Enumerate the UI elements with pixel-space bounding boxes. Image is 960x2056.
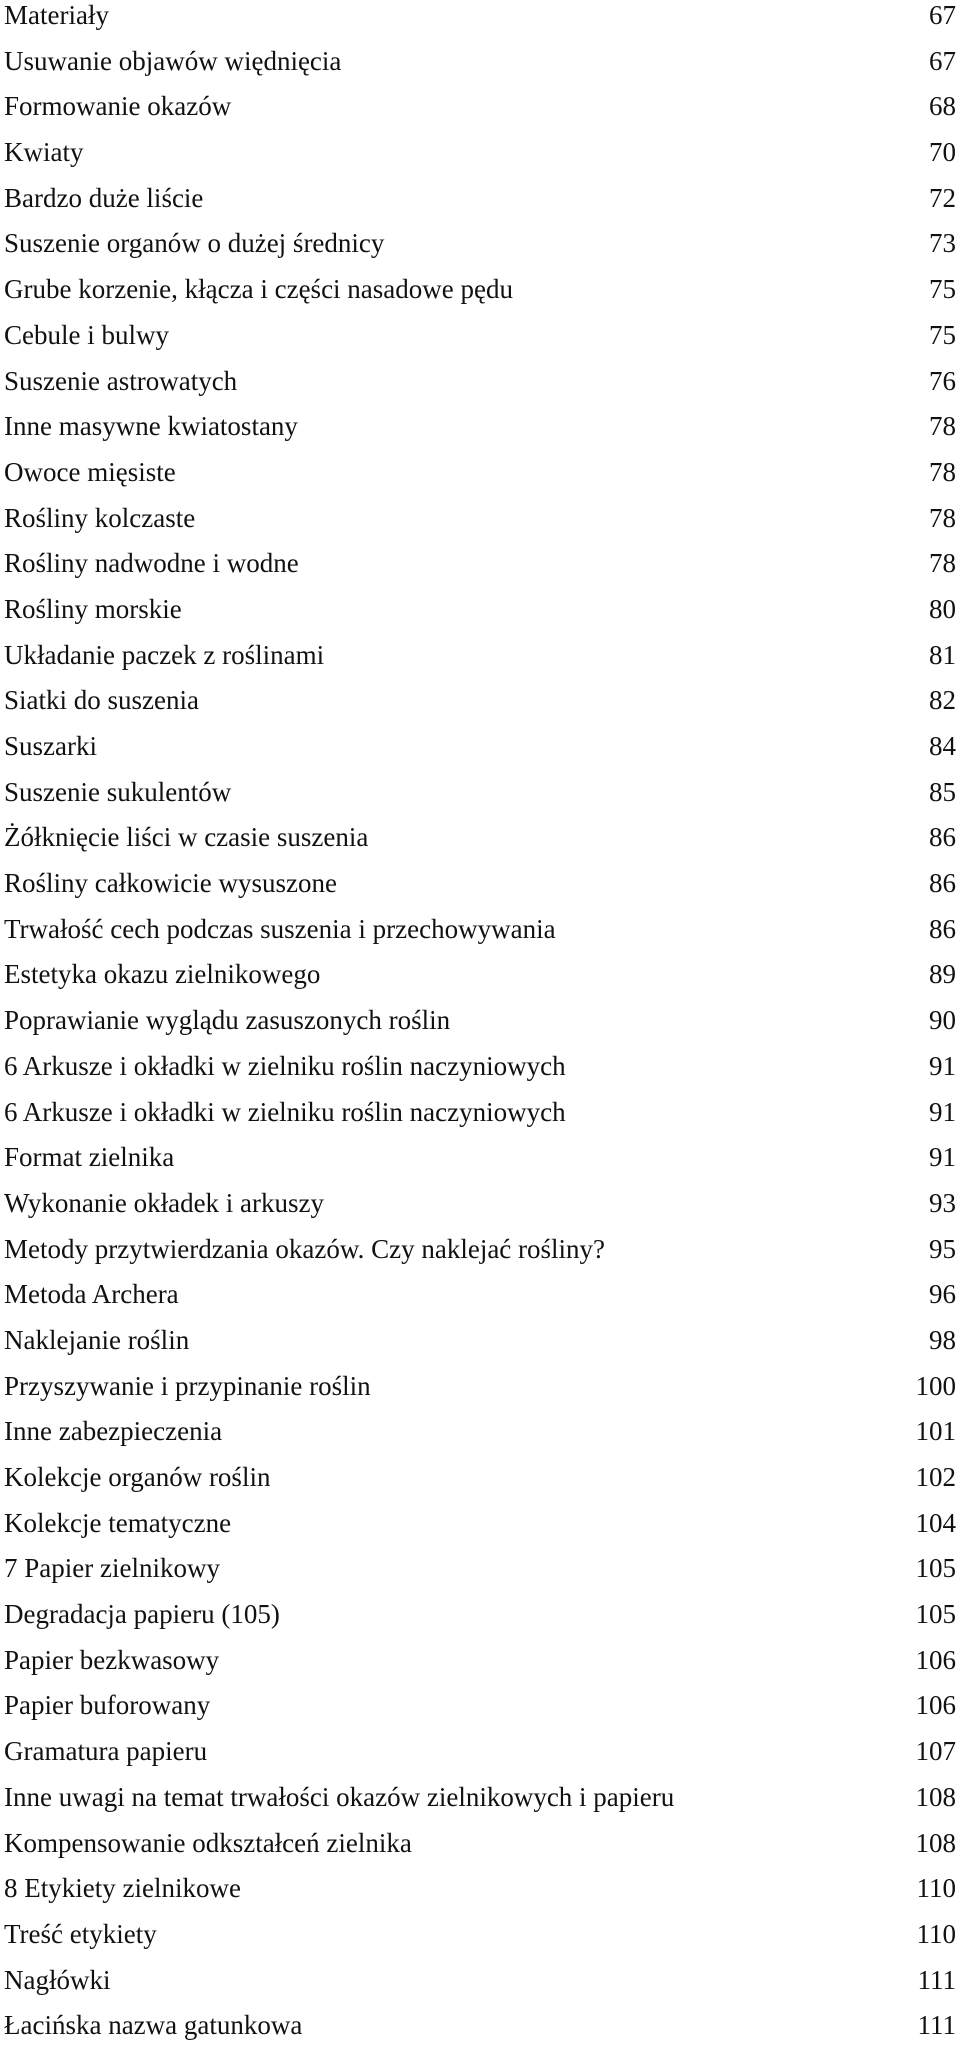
toc-entry-title: Inne masywne kwiatostany [4, 411, 298, 442]
toc-entry-page: 80 [929, 593, 956, 624]
toc-entry [0, 2010, 960, 2056]
toc-entry-title: Metody przytwierdzania okazów. Czy naklejać rośliny? [4, 1233, 606, 1264]
toc-entry-page: 86 [929, 822, 956, 853]
toc-entry-title: Kompensowanie odkształceń zielnika [4, 1827, 412, 1858]
toc-entry [0, 868, 960, 914]
toc-entry [0, 1416, 960, 1462]
toc-entry-title: Metoda Archera [4, 1279, 179, 1310]
toc-entry-title: Wykonanie okładek i arkuszy [4, 1187, 325, 1218]
toc-entry-page: 70 [929, 137, 956, 168]
toc-entry-title: 6 Arkusze i okładki w zielniku roślin naczyniowych [4, 1050, 566, 1081]
toc-entry-title: Inne zabezpieczenia [4, 1416, 223, 1447]
toc-entry-page: 104 [915, 1507, 956, 1538]
toc-entry [0, 320, 960, 366]
toc-entry-title: Suszenie organów o dużej średnicy [4, 228, 385, 259]
toc-entry-page: 67 [929, 45, 956, 76]
toc-entry-page: 86 [929, 913, 956, 944]
toc-entry-title: Suszenie sukulentów [4, 776, 232, 807]
toc-entry-title: Układanie paczek z roślinami [4, 639, 325, 670]
toc-entry [0, 1097, 960, 1143]
toc-entry-page: 73 [929, 228, 956, 259]
toc-entry-page: 111 [917, 2010, 956, 2041]
toc-entry [0, 1051, 960, 1097]
toc-entry [0, 1873, 960, 1919]
toc-entry-page: 101 [915, 1416, 956, 1447]
toc-entry-page: 98 [929, 1324, 956, 1355]
toc-entry-page: 90 [929, 1005, 956, 1036]
toc-entry-title: Rośliny kolczaste [4, 502, 196, 533]
toc-entry [0, 640, 960, 686]
toc-entry-title: Trwałość cech podczas suszenia i przechowywania [4, 913, 556, 944]
toc-entry-page: 105 [915, 1599, 956, 1630]
toc-entry-title: Gramatura papieru [4, 1736, 208, 1767]
toc-entry [0, 91, 960, 137]
toc-entry-page: 106 [915, 1644, 956, 1675]
toc-entry-page: 110 [916, 1918, 956, 1949]
toc-entry [0, 777, 960, 823]
toc-entry-title: Degradacja papieru (105) [4, 1599, 280, 1630]
toc-entry-title: Naklejanie roślin [4, 1324, 190, 1355]
toc-entry-title: Kolekcje tematyczne [4, 1507, 232, 1538]
toc-entry [0, 1965, 960, 2011]
toc-entry-title: Cebule i bulwy [4, 319, 169, 350]
toc-entry [0, 1736, 960, 1782]
toc-entry-page: 84 [929, 731, 956, 761]
toc-entry-page: 72 [929, 182, 956, 213]
toc-entry-page: 86 [929, 868, 956, 899]
toc-entry [0, 137, 960, 183]
toc-entry [0, 46, 960, 92]
toc-entry-page: 91 [929, 1142, 956, 1173]
toc-entry [0, 1462, 960, 1508]
toc-entry [0, 1508, 960, 1554]
toc-entry-page: 110 [916, 1873, 956, 1904]
toc-entry [0, 411, 960, 457]
toc-entry-page: 108 [915, 1827, 956, 1858]
toc-entry [0, 1188, 960, 1234]
toc-entry-title: Papier bezkwasowy [4, 1644, 220, 1675]
toc-entry [0, 1645, 960, 1691]
toc-entry [0, 1828, 960, 1874]
toc-entry-page: 78 [929, 548, 956, 579]
toc-entry-page: 81 [929, 639, 956, 670]
toc-entry-title: Usuwanie objawów więdnięcia [4, 45, 342, 76]
toc-entry [0, 503, 960, 549]
toc-entry-title: Kolekcje organów roślin [4, 1462, 271, 1492]
toc-entry-page: 102 [915, 1462, 956, 1492]
toc-entry [0, 366, 960, 412]
toc-entry-page: 75 [929, 319, 956, 350]
toc-entry [0, 1553, 960, 1599]
toc-entry [0, 228, 960, 274]
toc-entry-title: Bardzo duże liście [4, 182, 204, 213]
toc-entry-title: Format zielnika [4, 1142, 175, 1173]
toc-entry-title: Materiały [4, 0, 109, 30]
toc-entry-title: Kwiaty [4, 137, 84, 168]
toc-entry-page: 91 [929, 1050, 956, 1081]
toc-entry-title: Poprawianie wyglądu zasuszonych roślin [4, 1005, 451, 1036]
toc-entry [0, 274, 960, 320]
toc-entry-title: Inne uwagi na temat trwałości okazów zielnikowych i papieru [4, 1781, 675, 1812]
toc-entry [0, 183, 960, 229]
toc-entry-title: Treść etykiety [4, 1918, 157, 1949]
toc-entry [0, 1599, 960, 1645]
toc-entry-title: Łacińska nazwa gatunkowa [4, 2010, 303, 2041]
toc-entry-page: 105 [915, 1553, 956, 1584]
toc-entry-title: 6 Arkusze i okładki w zielniku roślin naczyniowych [4, 1096, 566, 1127]
toc-entry-title: Rośliny całkowicie wysuszone [4, 868, 337, 899]
toc-entry [0, 0, 960, 46]
toc-entry [0, 685, 960, 731]
toc-entry-title: Papier buforowany [4, 1690, 211, 1721]
toc-entry-page: 78 [929, 411, 956, 442]
toc-entry-page: 96 [929, 1279, 956, 1310]
toc-entry [0, 914, 960, 960]
toc-entry-title: Rośliny morskie [4, 593, 182, 624]
toc-entry-page: 107 [915, 1736, 956, 1767]
toc-entry [0, 1005, 960, 1051]
toc-entry-page: 108 [915, 1781, 956, 1812]
toc-entry [0, 548, 960, 594]
toc-entry-page: 100 [915, 1370, 956, 1401]
toc-entry-title: Rośliny nadwodne i wodne [4, 548, 299, 579]
toc-entry-page: 106 [915, 1690, 956, 1721]
toc-entry-title: 7 Papier zielnikowy [4, 1553, 220, 1584]
toc-entry [0, 1371, 960, 1417]
toc-entry [0, 1325, 960, 1371]
toc-entry [0, 959, 960, 1005]
toc-entry-page: 78 [929, 502, 956, 533]
toc-entry [0, 594, 960, 640]
toc-entry-page: 93 [929, 1187, 956, 1218]
toc-entry [0, 1782, 960, 1828]
toc-entry-page: 75 [929, 274, 956, 305]
toc-entry-page: 95 [929, 1233, 956, 1264]
toc-entry-page: 78 [929, 456, 956, 487]
toc-entry-title: Przyszywanie i przypinanie roślin [4, 1370, 371, 1401]
toc-entry [0, 1279, 960, 1325]
toc-entry-title: Suszarki [4, 731, 97, 761]
toc-entry-title: Suszenie astrowatych [4, 365, 238, 396]
toc-entry [0, 1142, 960, 1188]
toc-entry-title: Formowanie okazów [4, 91, 232, 122]
toc-entry-page: 67 [929, 0, 956, 30]
toc-entry-page: 82 [929, 685, 956, 716]
toc-entry [0, 731, 960, 777]
toc-entry-page: 91 [929, 1096, 956, 1127]
toc-entry [0, 822, 960, 868]
toc-entry-title: Grube korzenie, kłącza i części nasadowe pędu [4, 274, 513, 305]
toc-entry-title: Żółknięcie liści w czasie suszenia [4, 822, 369, 853]
toc-entry [0, 1690, 960, 1736]
toc-entry-page: 111 [917, 1964, 956, 1995]
toc-entry-title: 8 Etykiety zielnikowe [4, 1873, 241, 1904]
toc-entry-page: 76 [929, 365, 956, 396]
toc-entry-title: Siatki do suszenia [4, 685, 199, 716]
toc-entry-page: 85 [929, 776, 956, 807]
toc-entry-title: Estetyka okazu zielnikowego [4, 959, 321, 990]
toc-entry-title: Nagłówki [4, 1964, 111, 1995]
toc-entry-page: 68 [929, 91, 956, 122]
toc-entry [0, 457, 960, 503]
toc-entry-page: 89 [929, 959, 956, 990]
toc-entry-title: Owoce mięsiste [4, 456, 176, 487]
toc-entry [0, 1919, 960, 1965]
toc-entry [0, 1234, 960, 1280]
